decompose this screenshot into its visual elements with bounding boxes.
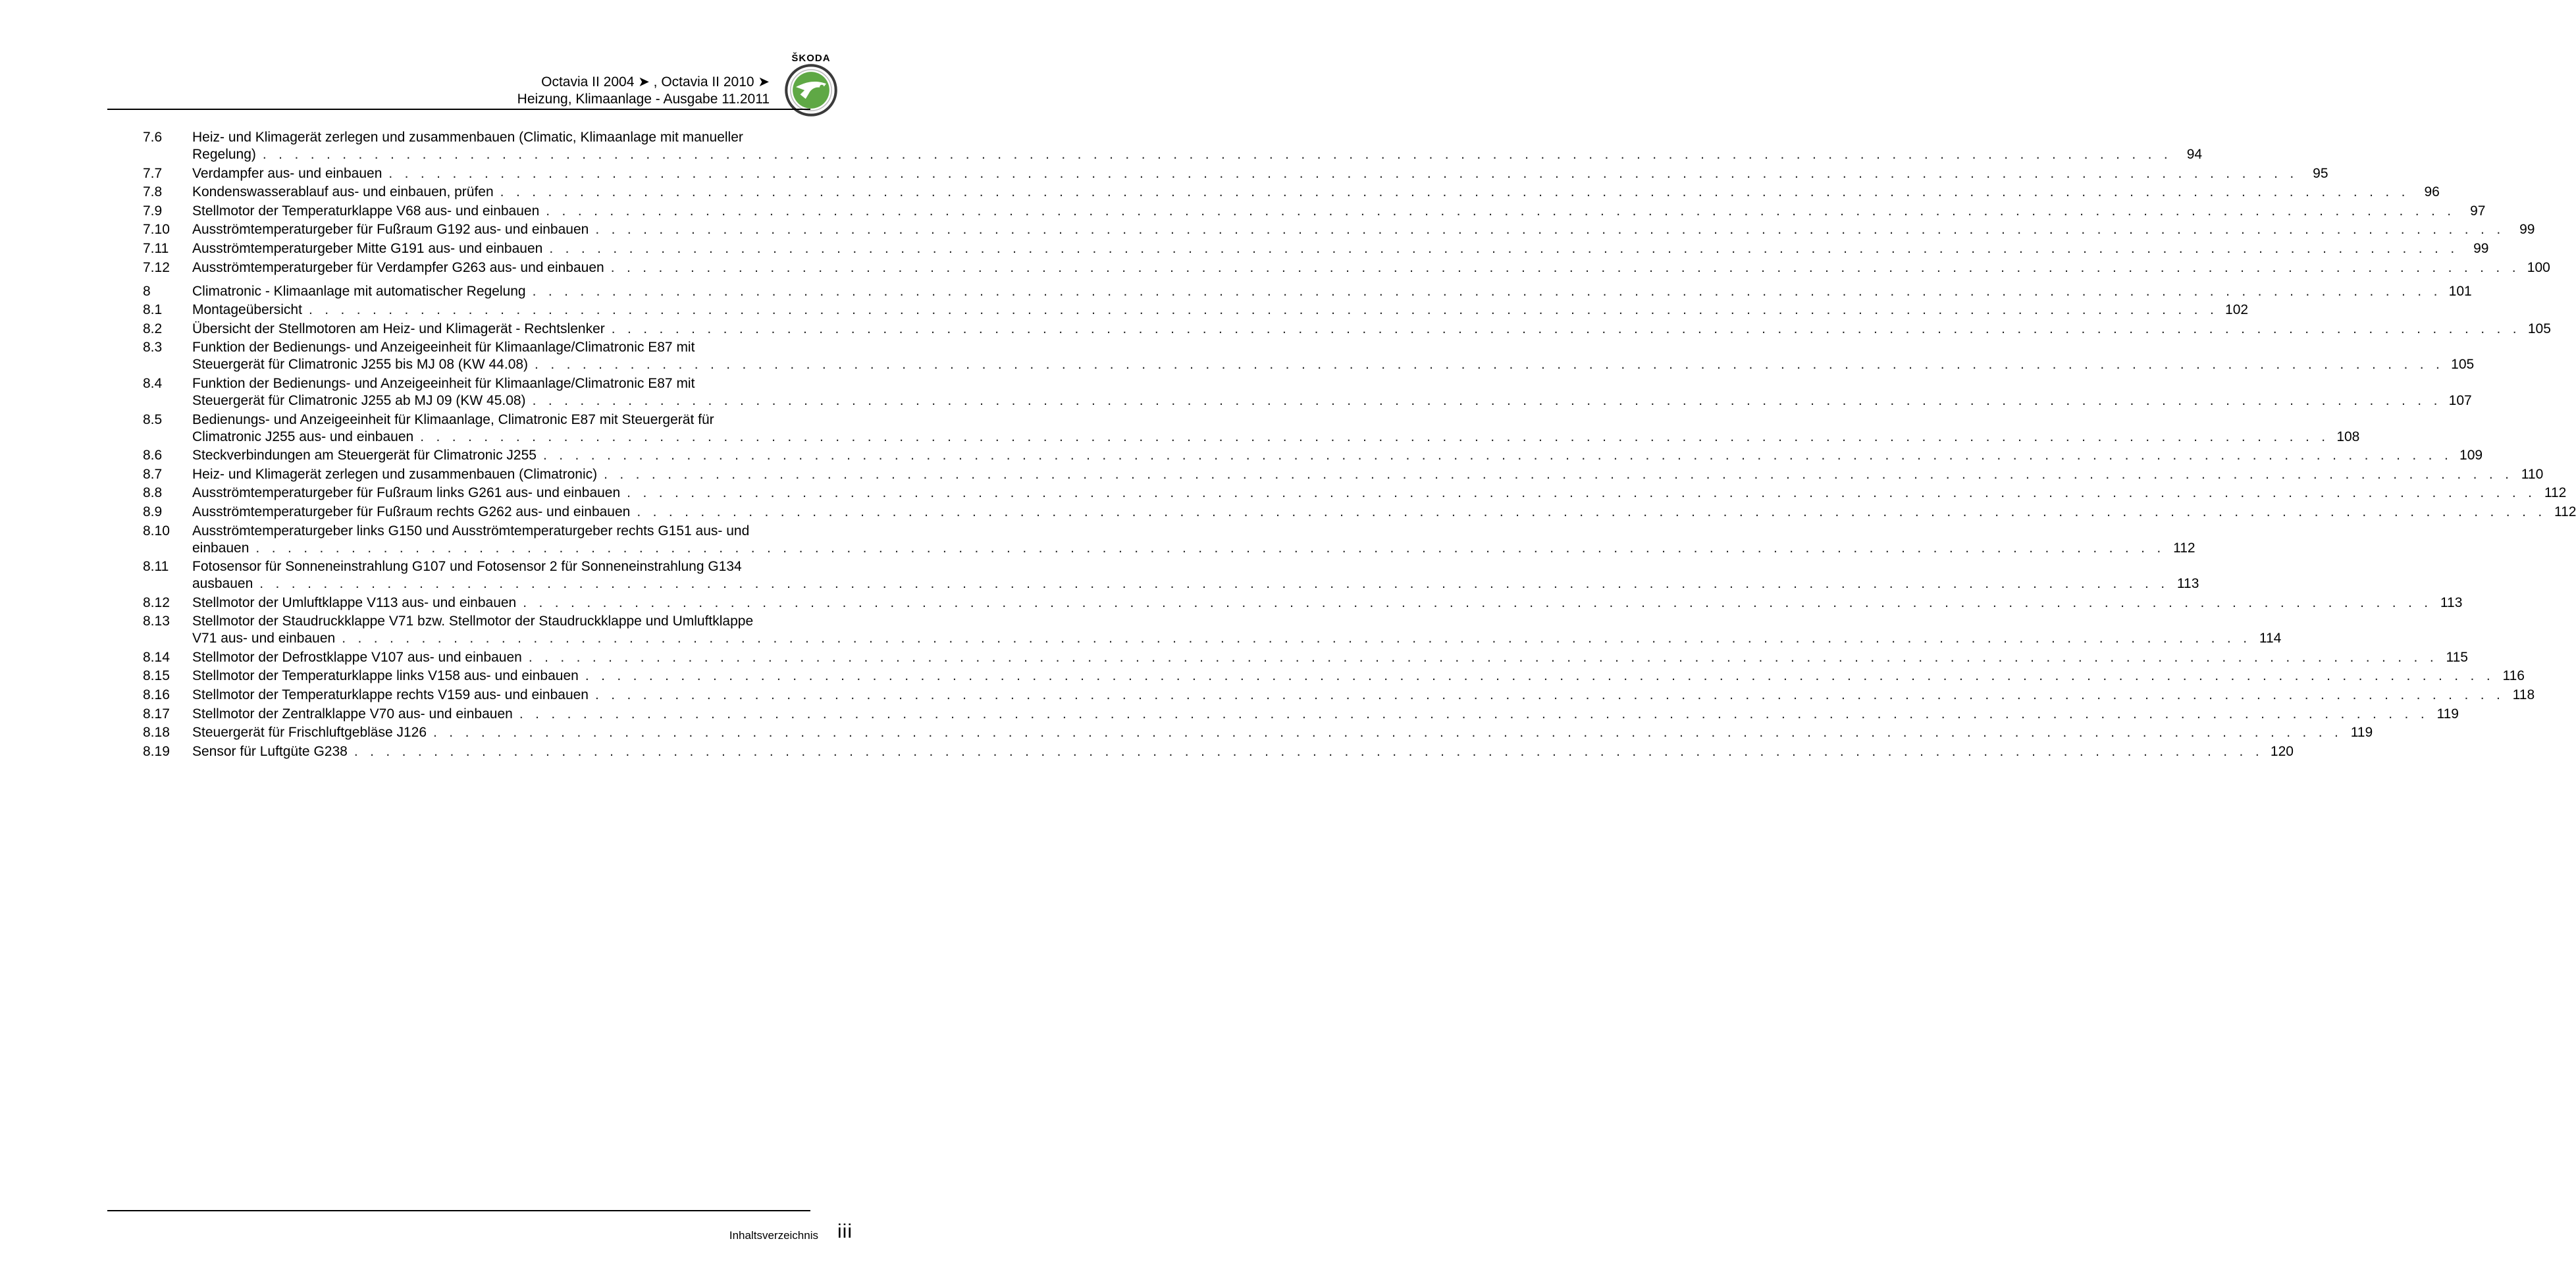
toc-dot-leader: . . . . . . . . . . . . . . . . . . . . . . . . . . . . . . . . . . . . . . . . . . . . . . . . . . . . . . . . . . . . . . . . . . . . . . . . . . . . . . . . . . . . . . . . . . . . . . . . . . . . . . . . . . . . . . . . . . . . . . . . (532, 283, 2442, 299)
toc-page-number: 108 (2336, 429, 2360, 444)
toc-entry-number: 8.15 (143, 668, 170, 684)
toc-entry-title: Übersicht der Stellmotoren am Heiz- und Klimagerät - Rechtslenker (192, 321, 605, 336)
toc-entry-title: Climatronic - Klimaanlage mit automatischer Regelung (192, 283, 526, 299)
toc-page-number: 96 (2424, 184, 2440, 200)
toc-entry-title: Montageübersicht (192, 302, 302, 318)
toc-dot-leader: . . . . . . . . . . . . . . . . . . . . . . . . . . . . . . . . . . . . . . . . . . . . . . . . . . . . . . . . . . . . . . . . . . . . . . . . . . . . . . . . . . . . . . . . . . . . . . . . . . . . . . . . . . . . . . . . . . . . . . . . (523, 594, 2432, 610)
toc-dot-leader: . . . . . . . . . . . . . . . . . . . . . . . . . . . . . . . . . . . . . . . . . . . . . . . . . . . . . . . . . . . . . . . . . . . . . . . . . . . . . . . . . . . . . . . . . . . . . . . . . . . . . . . . . . . . . . . . . . . . . . . . (528, 649, 2438, 665)
toc-entry-title: Funktion der Bedienungs- und Anzeigeeinheit für Klimaanlage/Climatronic E87 mit (192, 375, 695, 391)
toc-dot-leader: . . . . . . . . . . . . . . . . . . . . . . . . . . . . . . . . . . . . . . . . . . . . . . . . . . . . . . . . . . . . . . . . . . . . . . . . . . . . . . . . . . . . . . . . . . . . . . . . . . . . . . . . . . . . . . . . . . . . . . . . (604, 466, 2513, 482)
footer-rule (107, 1210, 810, 1211)
toc-dot-leader: . . . . . . . . . . . . . . . . . . . . . . . . . . . . . . . . . . . . . . . . . . . . . . . . . . . . . . . . . . . . . . . . . . . . . . . . . . . . . . . . . . . . . . . . . . . . . . . . . . . . . . . . . . . . . . . . . . . . . . . . (308, 302, 2219, 318)
toc-page-number: 101 (2448, 283, 2472, 299)
toc-entry-number: 8.7 (143, 466, 163, 482)
brand-wordmark: ŠKODA (791, 53, 831, 64)
toc-page-number: 94 (2186, 147, 2203, 162)
toc-entry-number: 7.11 (143, 240, 169, 256)
toc-entry-title: Kondenswasserablauf aus- und einbauen, prüfen (192, 184, 494, 200)
toc-page-number: 115 (2446, 649, 2468, 665)
toc-entry-title: Ausströmtemperaturgeber Mitte G191 aus- und einbauen (192, 240, 543, 256)
toc-dot-leader: . . . . . . . . . . . . . . . . . . . . . . . . . . . . . . . . . . . . . . . . . . . . . . . . . . . . . . . . . . . . . . . . . . . . . . . . . . . . . . . . . . . . . . . . . . . . . . . . . . . . . . . . . . . . . . . . . . . . . . . . (433, 725, 2343, 741)
toc-entry[interactable] (143, 129, 2203, 163)
toc-entry-number: 8.2 (143, 321, 163, 336)
toc-page-number: 113 (2176, 576, 2199, 592)
toc-entry-number: 8.5 (143, 411, 163, 427)
toc-entry-number: 8.18 (143, 725, 170, 741)
toc-entry-number: 8.19 (143, 743, 170, 759)
toc-entry-number: 7.9 (143, 203, 163, 219)
toc-entry-title: Heiz- und Klimagerät zerlegen und zusammenbauen (Climatronic) (192, 466, 598, 482)
toc-page-number: 95 (2313, 165, 2328, 181)
toc-entry-number: 8.10 (143, 523, 170, 539)
toc-entry-title: Ausströmtemperaturgeber für Verdampfer G263 aus- und einbauen (192, 259, 604, 275)
toc-entry-title: Stellmotor der Defrostklappe V107 aus- und einbauen (192, 649, 522, 665)
toc-page-number: 100 (2527, 259, 2550, 275)
toc-entry-title: Ausströmtemperaturgeber für Fußraum rechts G262 aus- und einbauen (192, 504, 631, 519)
toc-entry-number: 8.14 (143, 649, 170, 665)
toc-entry-title: Climatronic J255 aus- und einbauen (192, 429, 414, 444)
toc-entry-title: Ausströmtemperaturgeber für Fußraum G192 aus- und einbauen (192, 222, 589, 238)
toc-entry-title: Steuergerät für Climatronic J255 ab MJ 09 (KW 45.08) (192, 392, 526, 408)
toc-entry[interactable] (143, 283, 2472, 300)
toc-dot-leader: . . . . . . . . . . . . . . . . . . . . . . . . . . . . . . . . . . . . . . . . . . . . . . . . . . . . . . . . . . . . . . . . . . . . . . . . . . . . . . . . . . . . . . . . . . . . . . . . . . . . . . . . . . . . . . . . . . . . . . . . (637, 504, 2546, 519)
toc-dot-leader: . . . . . . . . . . . . . . . . . . . . . . . . . . . . . . . . . . . . . . . . . . . . . . . . . . . . . . . . . . . . . . . . . . . . . . . . . . . . . . . . . . . . . . . . . . . . . . . . . . . . . . . . . . . . . . . . . . . . . . . . (519, 706, 2429, 722)
toc-page-number: 113 (2440, 594, 2463, 610)
toc-entry[interactable] (143, 485, 2567, 502)
toc-entry-title: ausbauen (192, 576, 253, 592)
toc-entry[interactable] (143, 668, 2525, 685)
toc-dot-leader: . . . . . . . . . . . . . . . . . . . . . . . . . . . . . . . . . . . . . . . . . . . . . . . . . . . . . . . . . . . . . . . . . . . . . . . . . . . . . . . . . . . . . . . . . . . . . . . . . . . . . . . . . . . . . . . . . . . . . . . . (500, 184, 2409, 200)
toc-dot-leader: . . . . . . . . . . . . . . . . . . . . . . . . . . . . . . . . . . . . . . . . . . . . . . . . . . . . . . . . . . . . . . . . . . . . . . . . . . . . . . . . . . . . . . . . . . . . . . . . . . . . . . . . . . . . . . . . . . . . . . . . (354, 743, 2263, 759)
header-vehicle-models: Octavia II 2004 ➤ , Octavia II 2010 ➤ (541, 74, 770, 90)
toc-entry-number: 8.12 (143, 594, 170, 610)
toc-dot-leader: . . . . . . . . . . . . . . . . . . . . . . . . . . . . . . . . . . . . . . . . . . . . . . . . . . . . . . . . . . . . . . . . . . . . . . . . . . . . . . . . . . . . . . . . . . . . . . . . . . . . . . . . . . . . . . . . . . . . . . . . (594, 687, 2505, 703)
toc-page-number: 112 (2554, 504, 2576, 519)
toc-entry-title: Heiz- und Klimagerät zerlegen und zusammenbauen (Climatic, Klimaanlage mit manueller (192, 130, 743, 145)
toc-entry[interactable] (143, 466, 2544, 483)
toc-dot-leader: . . . . . . . . . . . . . . . . . . . . . . . . . . . . . . . . . . . . . . . . . . . . . . . . . . . . . . . . . . . . . . . . . . . . . . . . . . . . . . . . . . . . . . . . . . . . . . . . . . . . . . . . . . . . . . . . . . . . . . . . (535, 357, 2444, 373)
toc-dot-leader: . . . . . . . . . . . . . . . . . . . . . . . . . . . . . . . . . . . . . . . . . . . . . . . . . . . . . . . . . . . . . . . . . . . . . . . . . . . . . . . . . . . . . . . . . . . . . . . . . . . . . . . . . . . . . . . . . . . . . . . . (262, 147, 2172, 162)
toc-entry[interactable] (143, 259, 2550, 276)
toc-entry[interactable] (143, 321, 2551, 338)
toc-entry-number: 8.1 (143, 302, 163, 318)
toc-entry-title: Stellmotor der Temperaturklappe links V158 aus- und einbauen (192, 668, 579, 684)
toc-entry[interactable] (143, 221, 2535, 238)
toc-entry-title: Funktion der Bedienungs- und Anzeigeeinheit für Klimaanlage/Climatronic E87 mit (192, 340, 695, 356)
toc-page-number: 99 (2473, 240, 2489, 256)
toc-dot-leader: . . . . . . . . . . . . . . . . . . . . . . . . . . . . . . . . . . . . . . . . . . . . . . . . . . . . . . . . . . . . . . . . . . . . . . . . . . . . . . . . . . . . . . . . . . . . . . . . . . . . . . . . . . . . . . . . . . . . . . . . (259, 576, 2169, 592)
toc-entry-number: 8.9 (143, 504, 163, 519)
toc-entry-title: Steuergerät für Climatronic J255 bis MJ 08 (KW 44.08) (192, 357, 529, 373)
toc-page-number: 120 (2270, 743, 2294, 759)
toc-entry-number: 7.10 (143, 222, 170, 238)
toc-entry[interactable] (143, 504, 2576, 521)
toc-entry-title: Regelung) (192, 147, 256, 162)
toc-entry-number: 8.11 (143, 559, 169, 575)
toc-entry-number: 7.8 (143, 184, 163, 200)
toc-entry[interactable] (143, 339, 2475, 373)
toc-entry-title: Steuergerät für Frischluftgebläse J126 (192, 725, 427, 741)
toc-dot-leader: . . . . . . . . . . . . . . . . . . . . . . . . . . . . . . . . . . . . . . . . . . . . . . . . . . . . . . . . . . . . . . . . . . . . . . . . . . . . . . . . . . . . . . . . . . . . . . . . . . . . . . . . . . . . . . . . . . . . . . . . (532, 392, 2442, 408)
toc-entry[interactable] (143, 411, 2360, 446)
toc-entry[interactable] (143, 687, 2535, 704)
toc-entry-title: Fotosensor für Sonneneinstrahlung G107 und Fotosensor 2 für Sonneneinstrahlung G134 (192, 559, 742, 575)
toc-page-number: 105 (2527, 321, 2551, 336)
toc-dot-leader: . . . . . . . . . . . . . . . . . . . . . . . . . . . . . . . . . . . . . . . . . . . . . . . . . . . . . . . . . . . . . . . . . . . . . . . . . . . . . . . . . . . . . . . . . . . . . . . . . . . . . . . . . . . . . . . . . . . . . . . . (585, 668, 2494, 684)
toc-page-number: 118 (2512, 687, 2535, 703)
toc-entry-number: 8.13 (143, 614, 170, 629)
toc-entry-number: 7.6 (143, 130, 163, 145)
toc-page-number: 102 (2225, 302, 2249, 318)
toc-entry[interactable] (143, 165, 2328, 182)
toc-entry-title: Ausströmtemperaturgeber links G150 und Ausströmtemperaturgeber rechts G151 aus- und (192, 523, 750, 539)
toc-entry-number: 8.8 (143, 485, 163, 501)
toc-entry-number: 8.16 (143, 687, 170, 703)
toc-page-number: 107 (2448, 392, 2472, 408)
toc-dot-leader: . . . . . . . . . . . . . . . . . . . . . . . . . . . . . . . . . . . . . . . . . . . . . . . . . . . . . . . . . . . . . . . . . . . . . . . . . . . . . . . . . . . . . . . . . . . . . . . . . . . . . . . . . . . . . . . . . . . . . . . . (595, 222, 2505, 238)
toc-page-number: 119 (2350, 725, 2373, 741)
toc-dot-leader: . . . . . . . . . . . . . . . . . . . . . . . . . . . . . . . . . . . . . . . . . . . . . . . . . . . . . . . . . . . . . . . . . . . . . . . . . . . . . . . . . . . . . . . . . . . . . . . . . . . . . . . . . . . . . . . . . . . . . . . . (546, 203, 2456, 219)
toc-page-number: 119 (2436, 706, 2459, 722)
toc-entry[interactable] (143, 743, 2294, 760)
toc-entry[interactable] (143, 302, 2249, 319)
toc-entry-title: Stellmotor der Zentralklappe V70 aus- und einbauen (192, 706, 513, 722)
toc-page-number: 114 (2259, 631, 2282, 646)
toc-entry[interactable] (143, 375, 2472, 409)
toc-page-number: 116 (2502, 668, 2525, 684)
toc-entry-number: 7.12 (143, 259, 170, 275)
toc-entry[interactable] (143, 523, 2195, 557)
toc-entry[interactable] (143, 203, 2486, 220)
toc-entry-number: 8.6 (143, 448, 163, 463)
toc-page-number: 99 (2519, 222, 2535, 238)
toc-entry-title: Steckverbindungen am Steuergerät für Climatronic J255 (192, 448, 537, 463)
toc-entry[interactable] (143, 184, 2440, 201)
toc-entry[interactable] (143, 240, 2489, 257)
toc-entry[interactable] (143, 558, 2199, 592)
toc-entry[interactable] (143, 594, 2463, 612)
footer-section-label: Inhaltsverzeichnis (729, 1229, 818, 1242)
header-rule (107, 109, 810, 110)
toc-page-number: 112 (2173, 540, 2195, 556)
toc-entry-title: Stellmotor der Staudruckklappe V71 bzw. Stellmotor der Staudruckklappe und Umluftklappe (192, 614, 754, 629)
toc-page-number: 110 (2521, 466, 2544, 482)
toc-dot-leader: . . . . . . . . . . . . . . . . . . . . . . . . . . . . . . . . . . . . . . . . . . . . . . . . . . . . . . . . . . . . . . . . . . . . . . . . . . . . . . . . . . . . . . . . . . . . . . . . . . . . . . . . . . . . . . . . . . . . . . . . (627, 485, 2537, 501)
toc-dot-leader: . . . . . . . . . . . . . . . . . . . . . . . . . . . . . . . . . . . . . . . . . . . . . . . . . . . . . . . . . . . . . . . . . . . . . . . . . . . . . . . . . . . . . . . . . . . . . . . . . . . . . . . . . . . . . . . . . . . . . . . . (611, 321, 2521, 336)
toc-entry-title: einbauen (192, 540, 250, 556)
toc-dot-leader: . . . . . . . . . . . . . . . . . . . . . . . . . . . . . . . . . . . . . . . . . . . . . . . . . . . . . . . . . . . . . . . . . . . . . . . . . . . . . . . . . . . . . . . . . . . . . . . . . . . . . . . . . . . . . . . . . . . . . . . . (610, 259, 2520, 275)
table-of-contents (143, 129, 2576, 762)
toc-dot-leader: . . . . . . . . . . . . . . . . . . . . . . . . . . . . . . . . . . . . . . . . . . . . . . . . . . . . . . . . . . . . . . . . . . . . . . . . . . . . . . . . . . . . . . . . . . . . . . . . . . . . . . . . . . . . . . . . . . . . . . . . (542, 448, 2453, 463)
toc-entry-number: 7.7 (143, 165, 163, 181)
toc-entry-number: 8 (143, 283, 151, 299)
toc-dot-leader: . . . . . . . . . . . . . . . . . . . . . . . . . . . . . . . . . . . . . . . . . . . . . . . . . . . . . . . . . . . . . . . . . . . . . . . . . . . . . . . . . . . . . . . . . . . . . . . . . . . . . . . . . . . . . . . . . . . . . . . . (388, 165, 2298, 181)
toc-entry-number: 8.17 (143, 706, 170, 722)
toc-entry-title: Stellmotor der Umluftklappe V113 aus- und einbauen (192, 594, 517, 610)
toc-dot-leader: . . . . . . . . . . . . . . . . . . . . . . . . . . . . . . . . . . . . . . . . . . . . . . . . . . . . . . . . . . . . . . . . . . . . . . . . . . . . . . . . . . . . . . . . . . . . . . . . . . . . . . . . . . . . . . . . . . . . . . . . (342, 631, 2251, 646)
toc-page-number: 112 (2544, 485, 2567, 501)
toc-entry-title: Stellmotor der Temperaturklappe V68 aus- und einbauen (192, 203, 540, 219)
toc-dot-leader: . . . . . . . . . . . . . . . . . . . . . . . . . . . . . . . . . . . . . . . . . . . . . . . . . . . . . . . . . . . . . . . . . . . . . . . . . . . . . . . . . . . . . . . . . . . . . . . . . . . . . . . . . . . . . . . . . . . . . . . . (255, 540, 2165, 556)
toc-entry[interactable] (143, 447, 2483, 464)
toc-page-number: 97 (2470, 203, 2486, 219)
toc-entry-title: Stellmotor der Temperaturklappe rechts V159 aus- und einbauen (192, 687, 589, 703)
toc-page-number: 105 (2451, 357, 2475, 373)
toc-entry-title: V71 aus- und einbauen (192, 631, 336, 646)
toc-entry[interactable] (143, 706, 2459, 723)
header-document-title: Heizung, Klimaanlage - Ausgabe 11.2011 (517, 92, 770, 107)
toc-entry-number: 8.4 (143, 375, 163, 391)
toc-entry-title: Verdampfer aus- und einbauen (192, 165, 382, 181)
toc-entry-title: Sensor für Luftgüte G238 (192, 743, 348, 759)
toc-entry-title: Ausströmtemperaturgeber für Fußraum links G261 aus- und einbauen (192, 485, 621, 501)
toc-dot-leader: . . . . . . . . . . . . . . . . . . . . . . . . . . . . . . . . . . . . . . . . . . . . . . . . . . . . . . . . . . . . . . . . . . . . . . . . . . . . . . . . . . . . . . . . . . . . . . . . . . . . . . . . . . . . . . . . . . . . . . . . (549, 240, 2459, 256)
toc-page-number: 109 (2459, 448, 2483, 463)
toc-entry[interactable] (143, 649, 2468, 666)
toc-entry-number: 8.3 (143, 340, 163, 356)
toc-entry-title: Bedienungs- und Anzeigeeinheit für Klimaanlage, Climatronic E87 mit Steuergerät für (192, 411, 714, 427)
toc-entry[interactable] (143, 613, 2282, 647)
footer-page-number: iii (837, 1221, 853, 1242)
toc-entry[interactable] (143, 724, 2373, 741)
toc-dot-leader: . . . . . . . . . . . . . . . . . . . . . . . . . . . . . . . . . . . . . . . . . . . . . . . . . . . . . . . . . . . . . . . . . . . . . . . . . . . . . . . . . . . . . . . . . . . . . . . . . . . . . . . . . . . . . . . . . . . . . . . . (420, 429, 2330, 444)
